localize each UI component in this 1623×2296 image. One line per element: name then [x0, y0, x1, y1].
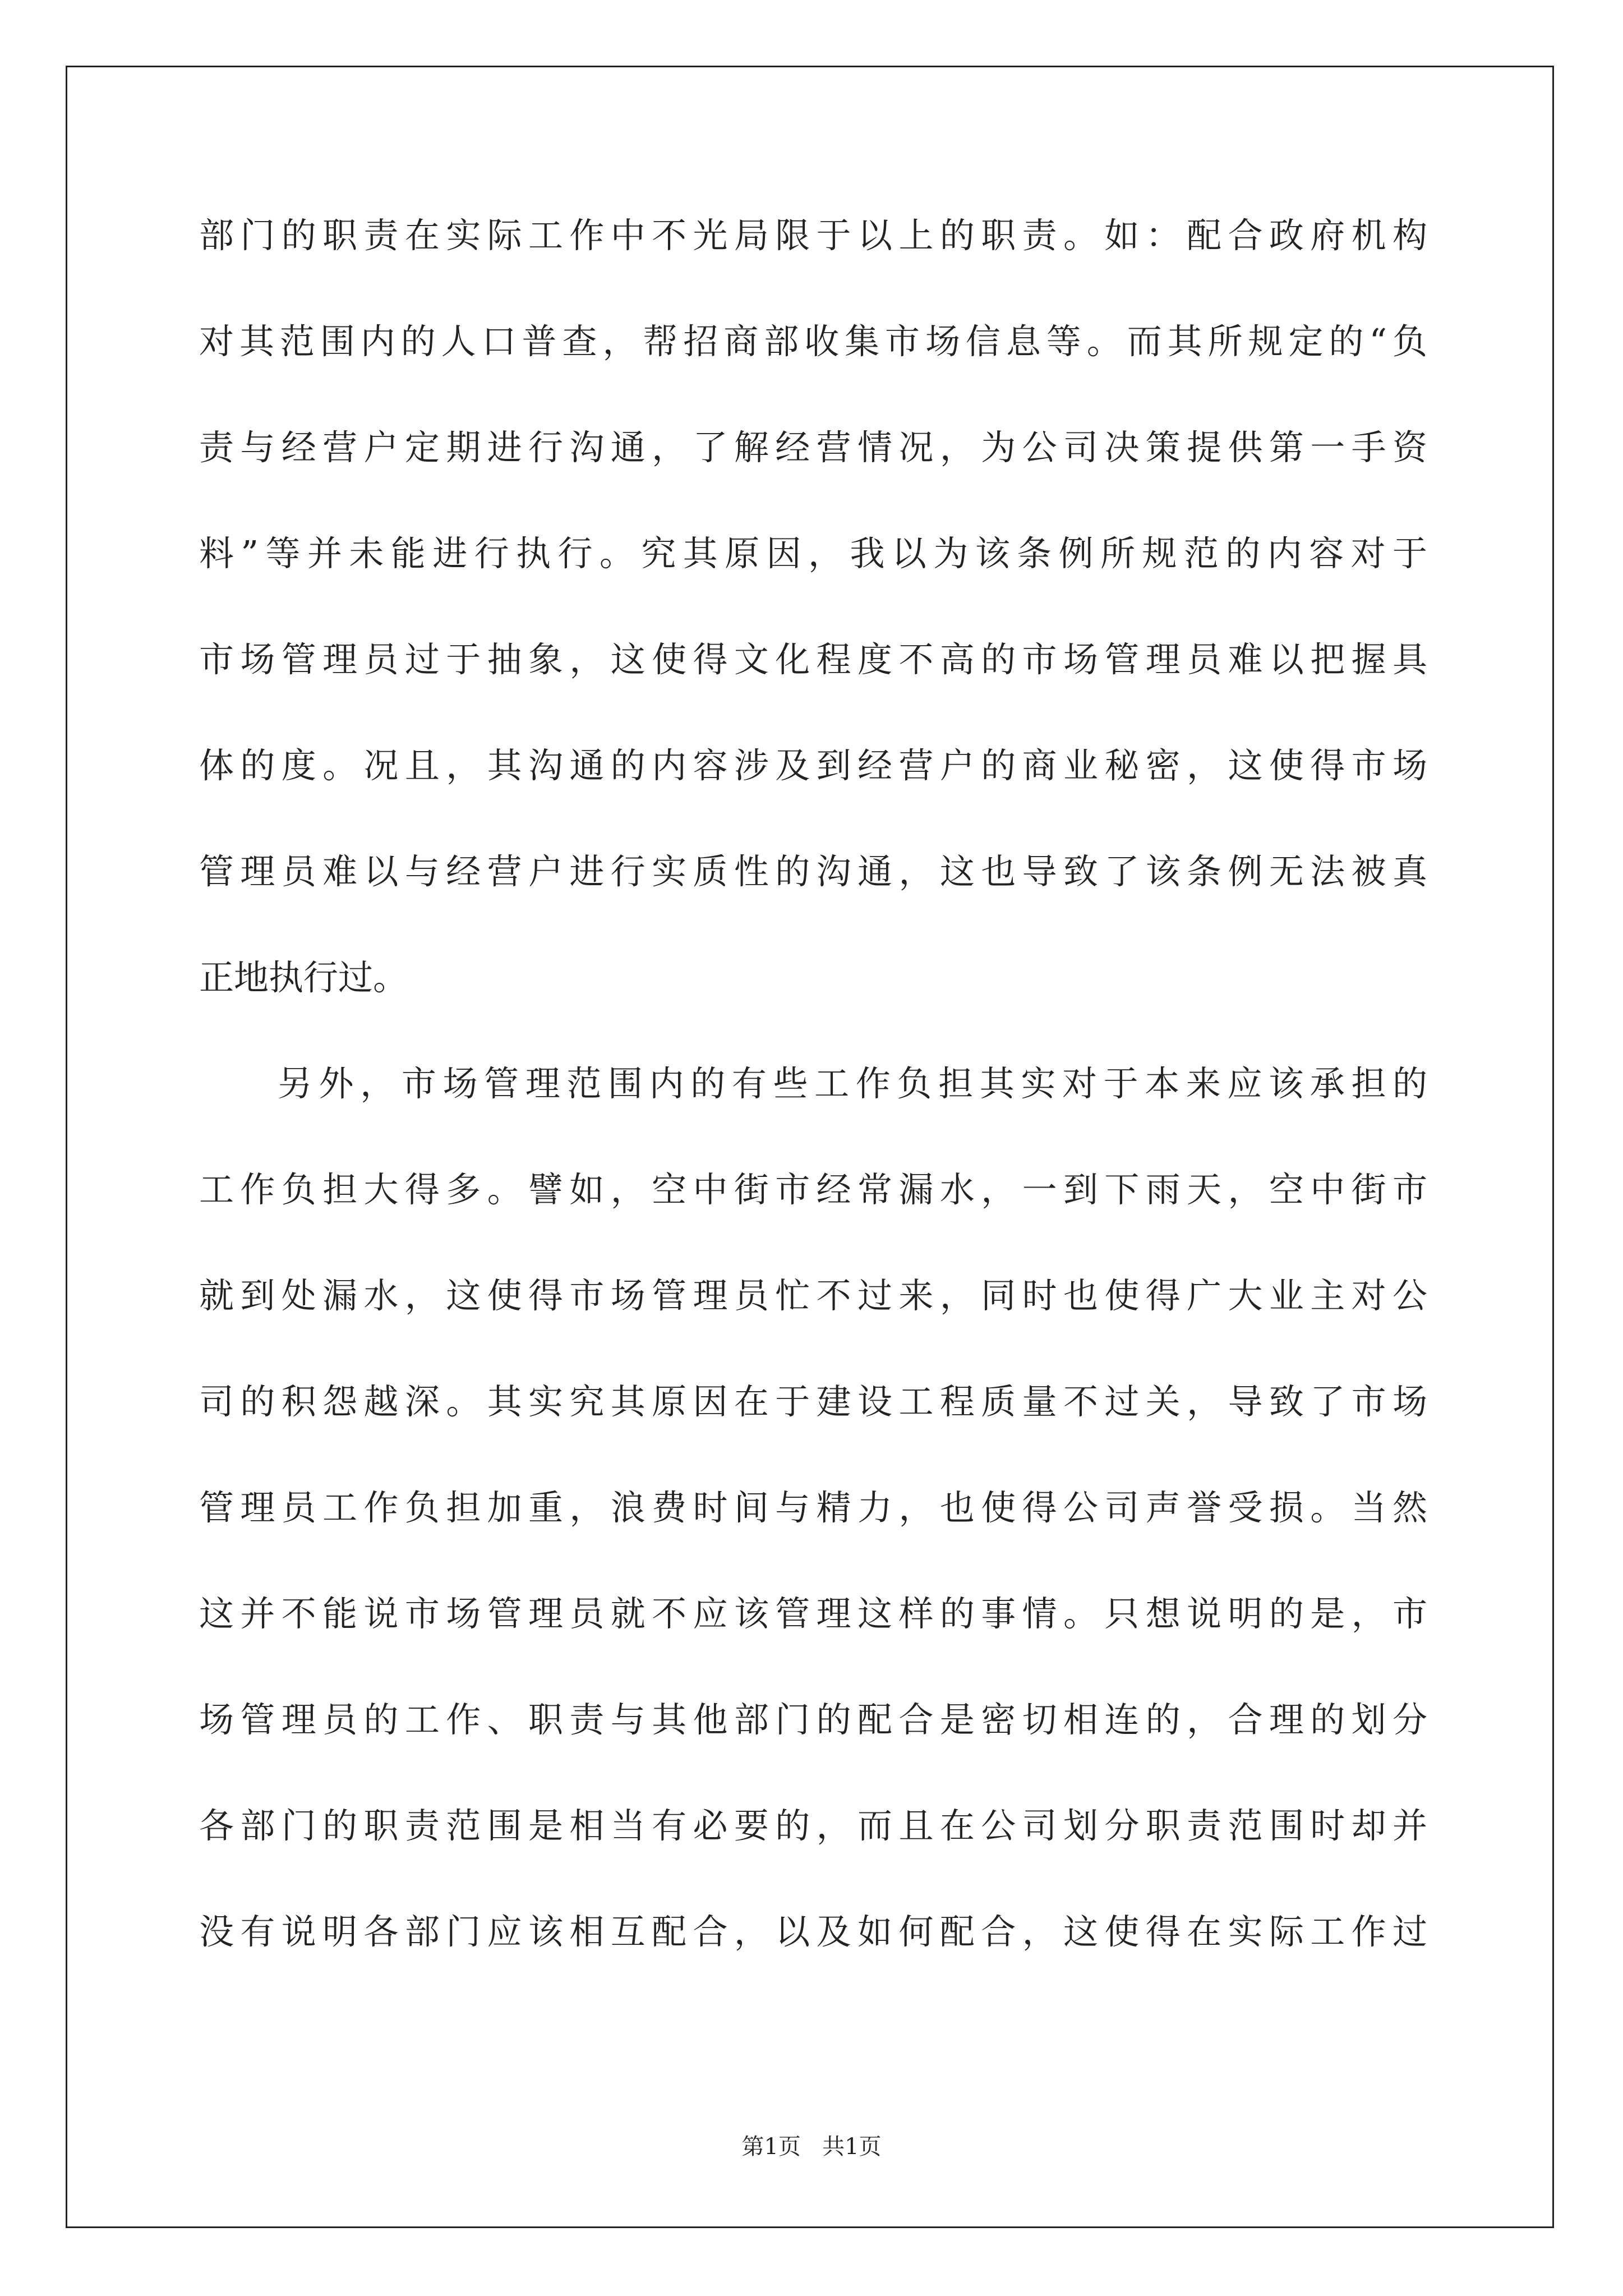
text-line: 责与经营户定期进行沟通，了解经营情况，为公司决策提供第一手资 — [199, 427, 1427, 468]
paragraph-2 — [199, 1030, 1427, 1985]
text-line: 市场管理员过于抽象，这使得文化程度不高的市场管理员难以把握具 — [199, 639, 1427, 680]
text-line: 管理员难以与经营户进行实质性的沟通，这也导致了该条例无法被真 — [199, 851, 1427, 892]
text-line: 对其范围内的人口普查，帮招商部收集市场信息等。而其所规定的“负 — [199, 321, 1427, 362]
text-line: 就到处漏水，这使得市场管理员忙不过来，同时也使得广大业主对公 — [199, 1275, 1427, 1316]
text-line: 这并不能说市场管理员就不应该管理这样的事情。只想说明的是，市 — [199, 1593, 1427, 1634]
text-line: 工作负担大得多。譬如，空中街市经常漏水，一到下雨天，空中街市 — [199, 1169, 1427, 1210]
text-line: 体的度。况且，其沟通的内容涉及到经营户的商业秘密，这使得市场 — [199, 745, 1427, 786]
text-line: 管理员工作负担加重，浪费时间与精力，也使得公司声誉受损。当然 — [199, 1487, 1427, 1528]
text-line: 司的积怨越深。其实究其原因在于建设工程质量不过关，导致了市场 — [199, 1381, 1427, 1422]
text-line: 正地执行过。 — [199, 957, 408, 998]
text-line: 各部门的职责范围是相当有必要的，而且在公司划分职责范围时却并 — [199, 1805, 1427, 1846]
text-line: 另外，市场管理范围内的有些工作负担其实对于本来应该承担的 — [278, 1063, 1427, 1104]
page-footer — [0, 2129, 1623, 2161]
text-line: 料”等并未能进行执行。究其原因，我以为该条例所规范的内容对于 — [199, 533, 1427, 574]
text-line: 部门的职责在实际工作中不光局限于以上的职责。如：配合政府机构 — [199, 215, 1427, 256]
text-line: 场管理员的工作、职责与其他部门的配合是密切相连的，合理的划分 — [199, 1699, 1427, 1740]
text-line: 没有说明各部门应该相互配合，以及如何配合，这使得在实际工作过 — [199, 1911, 1427, 1952]
page-total: 共1页 — [822, 2134, 882, 2160]
paragraph-1 — [199, 182, 1427, 1030]
document-body — [199, 182, 1427, 1985]
page-number: 第1页 — [741, 2134, 801, 2160]
